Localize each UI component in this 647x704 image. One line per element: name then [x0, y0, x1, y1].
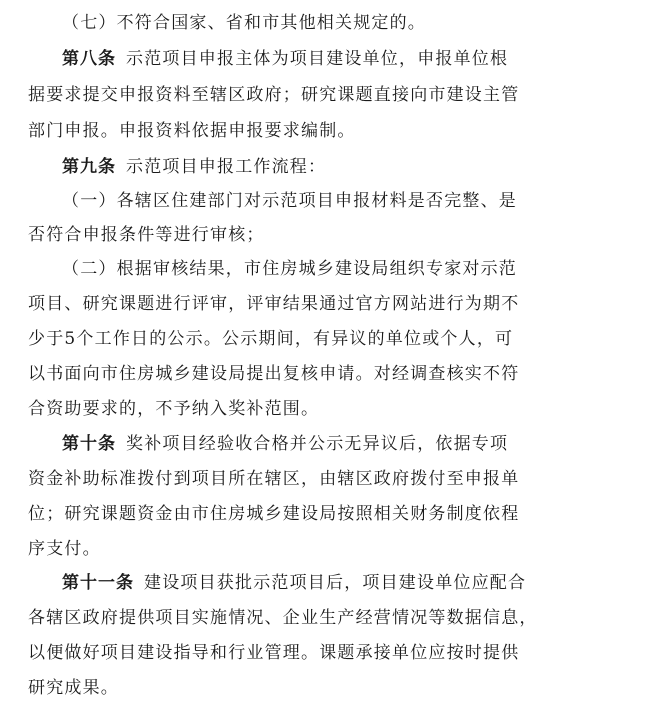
- paragraph-line: [28, 538, 588, 560]
- line-text: 合资助要求的，不予纳入奖补范围。: [28, 399, 320, 419]
- paragraph-line: [28, 468, 588, 490]
- paragraph-line: [28, 503, 588, 525]
- paragraph-line: [28, 642, 588, 664]
- line-text: 研究成果。: [28, 678, 119, 698]
- article-8-heading: 第八条: [62, 49, 116, 69]
- line-text: 据要求提交申报资料至辖区政府；研究课题直接向市建设主管: [28, 85, 520, 105]
- line-text: 否符合申报条件等进行审核；: [28, 225, 265, 245]
- line-text: 项目、研究课题进行评审，评审结果通过官方网站进行为期不: [28, 294, 520, 314]
- paragraph-line: [28, 328, 588, 350]
- line-text: 以便做好项目建设指导和行业管理。课题承接单位应按时提供: [28, 643, 520, 663]
- line-text: 资金补助标准拨付到项目所在辖区，由辖区政府拨付至申报单: [28, 469, 520, 489]
- paragraph-line: [62, 190, 622, 212]
- line-text: 位；研究课题资金由市住房城乡建设局按照相关财务制度依程: [28, 504, 520, 524]
- paragraph-line: [28, 84, 588, 106]
- paragraph-line: [62, 12, 622, 34]
- paragraph-line: [28, 224, 588, 246]
- line-text: 示范项目申报工作流程：: [126, 157, 327, 177]
- line-text: （七）不符合国家、省和市其他相关规定的。: [62, 13, 426, 33]
- article-10-first-line: [62, 433, 622, 455]
- paragraph-line: [28, 398, 588, 420]
- article-11-heading: 第十一条: [62, 573, 134, 593]
- article-8-first-line: [62, 48, 622, 70]
- paragraph-line: [28, 607, 588, 629]
- paragraph-line: [28, 120, 588, 142]
- paragraph-line: [28, 293, 588, 315]
- line-text: 示范项目申报主体为项目建设单位，申报单位根: [126, 49, 509, 69]
- line-text: 各辖区政府提供项目实施情况、企业生产经营情况等数据信息，: [28, 608, 538, 628]
- line-text: （一）各辖区住建部门对示范项目申报材料是否完整、是: [62, 191, 517, 211]
- article-10-heading: 第十条: [62, 434, 116, 454]
- line-text: 部门申报。申报资料依据申报要求编制。: [28, 121, 356, 141]
- article-9-heading: 第九条: [62, 157, 116, 177]
- line-text: 序支付。: [28, 539, 101, 559]
- paragraph-line: [62, 258, 622, 280]
- paragraph-line: [28, 363, 588, 385]
- line-text: 少于5个工作日的公示。公示期间，有异议的单位或个人，可: [28, 329, 514, 349]
- article-9-first-line: [62, 156, 622, 178]
- line-text: 以书面向市住房城乡建设局提出复核申请。对经调查核实不符: [28, 364, 520, 384]
- paragraph-line: [28, 677, 588, 699]
- line-text: 奖补项目经验收合格并公示无异议后，依据专项: [126, 434, 509, 454]
- article-11-first-line: [62, 572, 622, 594]
- line-text: 建设项目获批示范项目后，项目建设单位应配合: [144, 573, 527, 593]
- line-text: （二）根据审核结果，市住房城乡建设局组织专家对示范: [62, 259, 517, 279]
